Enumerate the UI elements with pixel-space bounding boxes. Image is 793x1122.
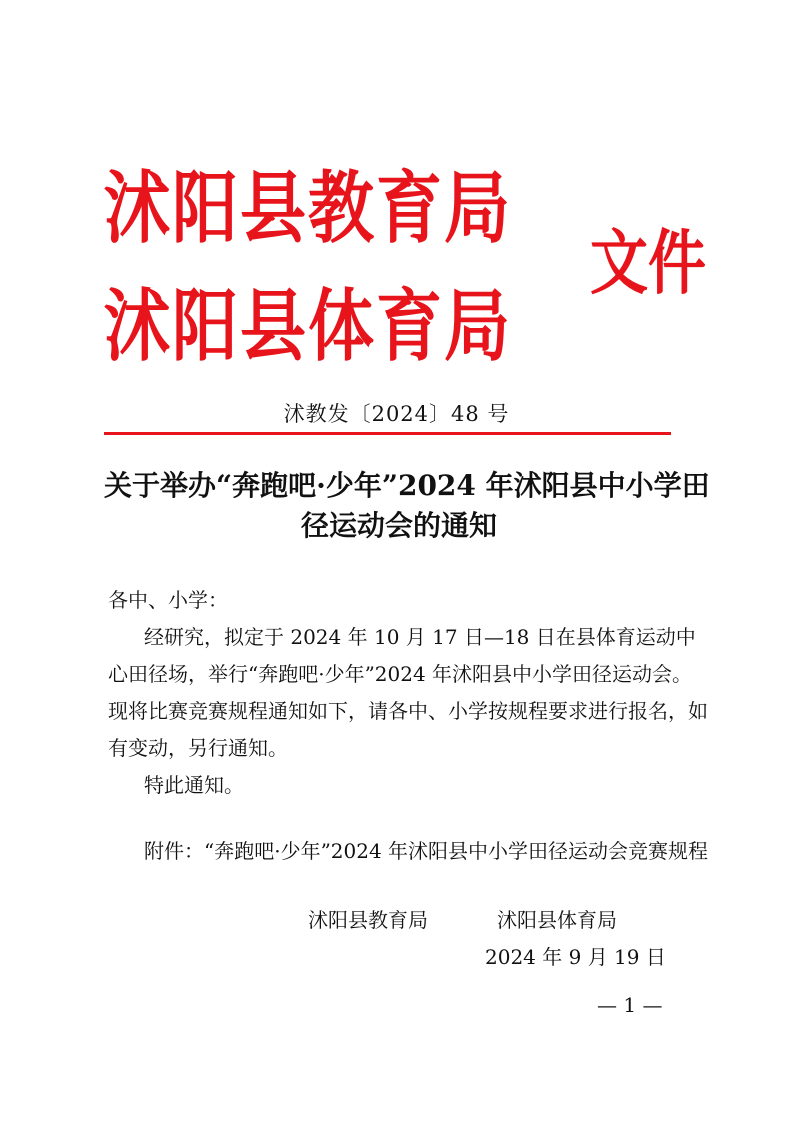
document-number: 沭教发〔2024〕48 号 <box>283 402 510 426</box>
signature-sports-bureau: 沭阳县体育局 <box>497 908 617 932</box>
issuer-name-education-bureau: 沭阳县教育局 <box>104 162 512 254</box>
title-line-1: 关于举办“奔跑吧·少年”2024 年沭阳县中小学田 <box>104 469 710 502</box>
page-number: — 1 — <box>597 993 663 1017</box>
document-title <box>104 466 710 546</box>
issuer-name-sports-bureau: 沭阳县体育局 <box>104 280 512 372</box>
issue-date: 2024 年 9 月 19 日 <box>485 945 666 969</box>
body-paragraph-2: 特此通知。 <box>144 773 244 797</box>
salutation: 各中、小学： <box>108 588 228 612</box>
document-type-label: 文件 <box>590 222 707 304</box>
signature-education-bureau: 沭阳县教育局 <box>308 908 428 932</box>
body-paragraph-1: 经研究，拟定于 2024 年 10 月 17 日—18 日在县体育运动中心田径场，举行“奔跑吧·少年”2024 年沭阳县中小学田径运动会。现将比赛竞赛规程通知如下，请各中、小学按规程要求进行报名，如有变动，另行通知。 <box>108 625 708 760</box>
attachment-note: 附件：“奔跑吧·少年”2024 年沭阳县中小学田径运动会竞赛规程 <box>144 839 709 863</box>
title-line-2: 径运动会的通知 <box>300 509 497 542</box>
red-divider-line <box>104 432 671 435</box>
